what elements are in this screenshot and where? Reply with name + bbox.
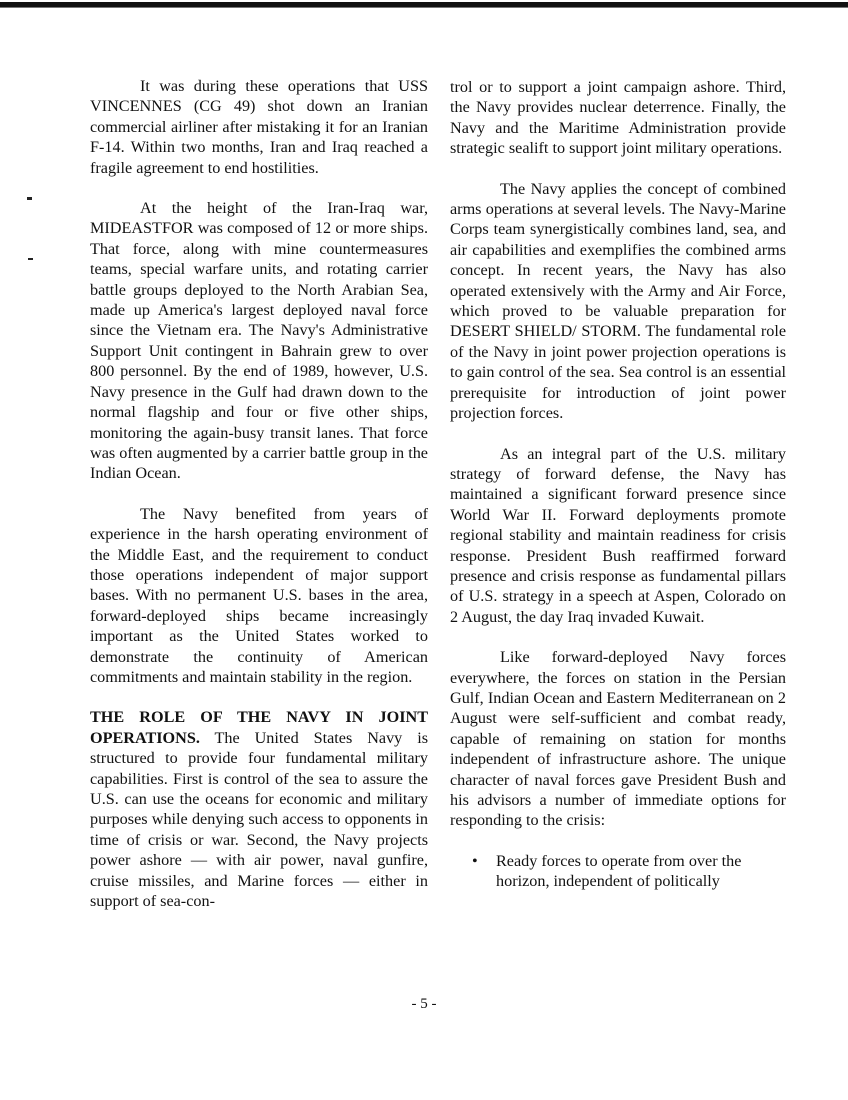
- section-heading: THE ROLE OF THE NAVY IN JOINT OPERATIONS.: [90, 708, 428, 747]
- top-border-rule-thin: [0, 7, 848, 8]
- paragraph-forces-on-station: Like forward-deployed Navy forces everywhere, the forces on station in the Persian Gulf, Indian Ocean and Eastern Mediterranean on 2 August were self-sufficient and combat ready, capable of remaining on station for months independent of infrastructure ashore. The unique character of naval forces gave President Bush and his advisors a number of immediate options for responding to the crisis:: [450, 648, 786, 830]
- page-number: - 5 -: [411, 996, 437, 1012]
- paragraph-combined-arms: The Navy applies the concept of combined arms operations at several levels. The Navy-Marine Corps team synergistically combines land, sea, and air capabilities and exemplifies the combined arms concept. In recent years, the Navy has also operated extensively with the Army and Air Force, which proved to be valuable preparation for DESERT SHIELD/ STORM. The fundamental role of the Navy in joint power projection operations is to gain control of the sea. Sea control is an essential prerequisite for introduction of joint power projection forces.: [450, 179, 786, 423]
- paragraph-vincennes: It was during these operations that USS VINCENNES (CG 49) shot down an Iranian commercial airliner after mistaking it for an Iranian F-14. Within two months, Iran and Iraq reached a fragile agreement to end hostilities.: [90, 77, 428, 177]
- section-role-of-navy: [90, 707, 428, 911]
- scan-speck: [27, 197, 32, 200]
- left-column: [90, 76, 428, 931]
- options-list: [472, 851, 786, 892]
- list-item: [472, 851, 786, 892]
- section-body: The United States Navy is structured to provide four fundamental military capabilities. First is control of the sea to assure the U.S. can use the oceans for economic and military purposes while denying such access to opponents in time of crisis or war. Second, the Navy projects power ashore — with air power, naval gunfire, cruise missiles, and Marine forces — either in support of sea-con-: [90, 728, 428, 911]
- list-item-text: Ready forces to operate from over the horizon, independent of politically: [496, 851, 742, 891]
- bullet-icon: •: [472, 851, 478, 870]
- paragraph-navy-experience: The Navy benefited from years of experience in the harsh operating environment of the Middle East, and the requirement to conduct those operations independent of major support bases. With no permanent U.S. bases in the area, forward-deployed ships became increasingly important as the United States worked to demonstrate the continuity of American commitments and maintain stability in the region.: [90, 504, 428, 686]
- paragraph-forward-defense: As an integral part of the U.S. military strategy of forward defense, the Navy has maintained a significant forward presence since World War II. Forward deployments promote regional stability and maintain readiness for crisis response. President Bush reaffirmed forward presence and crisis response as fundamental pillars of U.S. strategy in a speech at Aspen, Colorado on 2 August, the day Iraq invaded Kuwait.: [450, 444, 786, 626]
- right-column: [450, 77, 786, 892]
- paragraph-continuation: trol or to support a joint campaign ashore. Third, the Navy provides nuclear deterrence. Finally, the Navy and the Maritime Administration provide strategic sealift to support joint military operations.: [450, 78, 786, 158]
- paragraph-iran-iraq-war: At the height of the Iran-Iraq war, MIDEASTFOR was composed of 12 or more ships. That force, along with mine countermeasures teams, special warfare units, and rotating carrier battle groups deployed to the North Arabian Sea, made up America's largest deployed naval force since the Vietnam era. The Navy's Administrative Support Unit contingent in Bahrain grew to over 800 personnel. By the end of 1989, however, U.S. Navy presence in the Gulf had drawn down to the normal flagship and four or five other ships, monitoring the again-busy transit lanes. That force was often augmented by a carrier battle group in the Indian Ocean.: [90, 199, 428, 483]
- scan-speck: [28, 258, 33, 260]
